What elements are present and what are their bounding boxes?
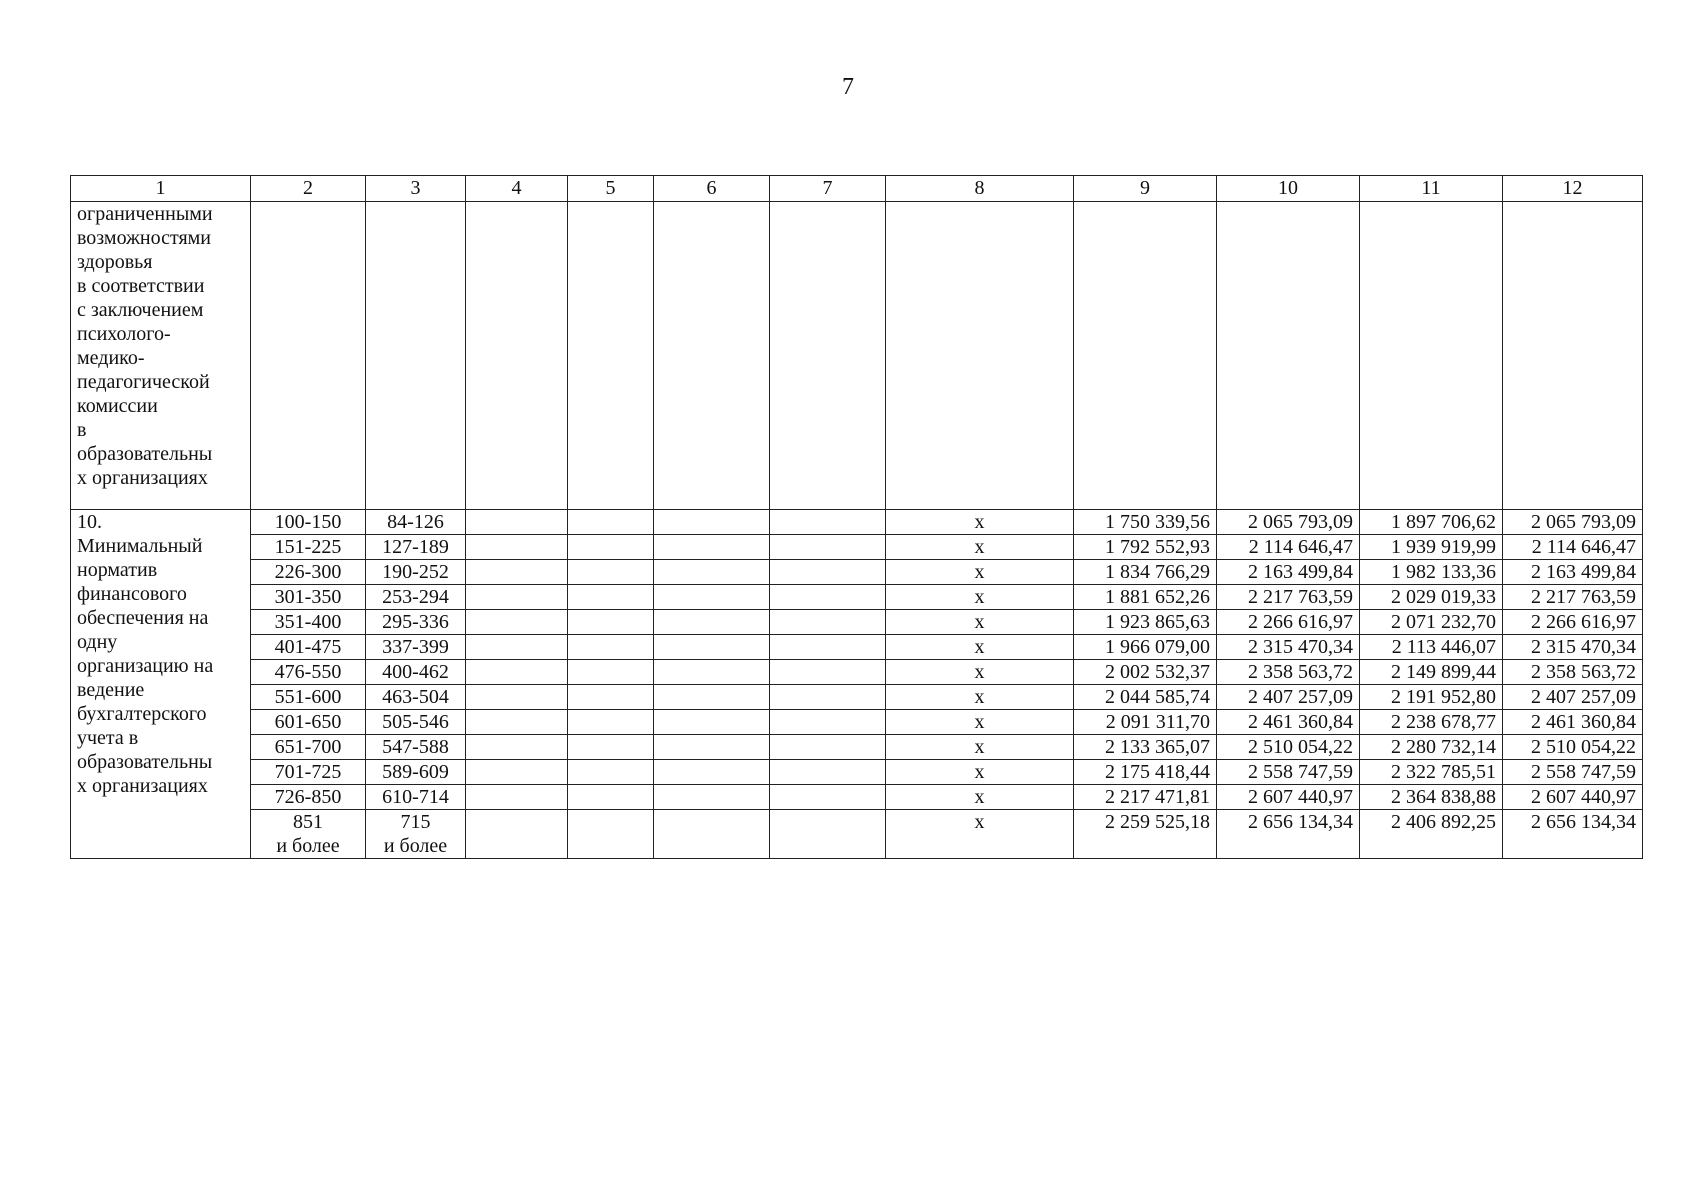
range-cell: 401-475 <box>251 635 366 660</box>
range-cell: 84-126 <box>366 510 466 535</box>
table-cell <box>1074 202 1217 510</box>
amount-cell: 2 149 899,44 <box>1360 660 1503 685</box>
amount-cell: 1 982 133,36 <box>1360 560 1503 585</box>
table-cell <box>886 202 1074 510</box>
column-header: 5 <box>568 176 654 202</box>
table-row <box>71 785 1643 810</box>
range-cell: 701-725 <box>251 760 366 785</box>
amount-cell: 2 358 563,72 <box>1217 660 1360 685</box>
marker-cell: х <box>886 710 1074 735</box>
empty-cell <box>654 685 770 710</box>
amount-cell: 2 191 952,80 <box>1360 685 1503 710</box>
table-cell <box>1503 202 1643 510</box>
amount-cell: 2 175 418,44 <box>1074 760 1217 785</box>
empty-cell <box>466 810 568 859</box>
marker-cell: х <box>886 760 1074 785</box>
amount-cell: 2 091 311,70 <box>1074 710 1217 735</box>
table-row <box>71 610 1643 635</box>
empty-cell <box>568 610 654 635</box>
table-cell <box>568 202 654 510</box>
empty-cell <box>770 560 886 585</box>
amount-cell: 2 280 732,14 <box>1360 735 1503 760</box>
table-row <box>71 510 1643 535</box>
amount-cell: 1 881 652,26 <box>1074 585 1217 610</box>
column-header: 10 <box>1217 176 1360 202</box>
empty-cell <box>654 760 770 785</box>
empty-cell <box>466 535 568 560</box>
amount-cell: 2 163 499,84 <box>1217 560 1360 585</box>
amount-cell: 1 923 865,63 <box>1074 610 1217 635</box>
empty-cell <box>466 660 568 685</box>
table-row <box>71 685 1643 710</box>
marker-cell: х <box>886 535 1074 560</box>
table-row <box>71 735 1643 760</box>
amount-cell: 2 259 525,18 <box>1074 810 1217 859</box>
range-cell: 351-400 <box>251 610 366 635</box>
amount-cell: 2 558 747,59 <box>1217 760 1360 785</box>
range-cell: 476-550 <box>251 660 366 685</box>
table-cell <box>366 202 466 510</box>
amount-cell: 2 114 646,47 <box>1217 535 1360 560</box>
range-cell: 551-600 <box>251 685 366 710</box>
column-header: 1 <box>71 176 251 202</box>
amount-cell: 2 029 019,33 <box>1360 585 1503 610</box>
empty-cell <box>568 635 654 660</box>
amount-cell: 2 656 134,34 <box>1503 810 1643 859</box>
normative-table <box>70 175 1643 859</box>
marker-cell: х <box>886 560 1074 585</box>
empty-cell <box>466 510 568 535</box>
amount-cell: 2 510 054,22 <box>1503 735 1643 760</box>
marker-cell: х <box>886 660 1074 685</box>
marker-cell: х <box>886 810 1074 859</box>
empty-cell <box>654 560 770 585</box>
amount-cell: 2 407 257,09 <box>1503 685 1643 710</box>
amount-cell: 2 656 134,34 <box>1217 810 1360 859</box>
table-row <box>71 560 1643 585</box>
table-row <box>71 660 1643 685</box>
empty-cell <box>466 785 568 810</box>
empty-cell <box>770 635 886 660</box>
range-cell: 547-588 <box>366 735 466 760</box>
empty-cell <box>770 760 886 785</box>
column-header: 6 <box>654 176 770 202</box>
range-cell: 100-150 <box>251 510 366 535</box>
amount-cell: 2 002 532,37 <box>1074 660 1217 685</box>
table-row <box>71 585 1643 610</box>
amount-cell: 2 217 471,81 <box>1074 785 1217 810</box>
empty-cell <box>568 585 654 610</box>
column-header: 4 <box>466 176 568 202</box>
empty-cell <box>466 760 568 785</box>
range-cell: 127-189 <box>366 535 466 560</box>
empty-cell <box>770 585 886 610</box>
empty-cell <box>654 810 770 859</box>
table-row <box>71 635 1643 660</box>
empty-cell <box>770 710 886 735</box>
column-header: 2 <box>251 176 366 202</box>
empty-cell <box>770 660 886 685</box>
amount-cell: 2 407 257,09 <box>1217 685 1360 710</box>
empty-cell <box>770 535 886 560</box>
range-cell: 400-462 <box>366 660 466 685</box>
empty-cell <box>654 710 770 735</box>
range-cell: 151-225 <box>251 535 366 560</box>
empty-cell <box>466 635 568 660</box>
amount-cell: 2 266 616,97 <box>1503 610 1643 635</box>
column-header: 8 <box>886 176 1074 202</box>
empty-cell <box>770 810 886 859</box>
empty-cell <box>568 685 654 710</box>
column-header: 9 <box>1074 176 1217 202</box>
empty-cell <box>568 810 654 859</box>
column-header: 7 <box>770 176 886 202</box>
empty-cell <box>654 585 770 610</box>
range-cell: 190-252 <box>366 560 466 585</box>
amount-cell: 1 792 552,93 <box>1074 535 1217 560</box>
table-row <box>71 535 1643 560</box>
empty-cell <box>568 510 654 535</box>
range-cell: 463-504 <box>366 685 466 710</box>
amount-cell: 1 939 919,99 <box>1360 535 1503 560</box>
range-cell: 505-546 <box>366 710 466 735</box>
table-row <box>71 760 1643 785</box>
table-cell <box>1360 202 1503 510</box>
range-cell: 226-300 <box>251 560 366 585</box>
marker-cell: х <box>886 610 1074 635</box>
range-cell: 726-850 <box>251 785 366 810</box>
table-cell <box>251 202 366 510</box>
amount-cell: 2 461 360,84 <box>1503 710 1643 735</box>
amount-cell: 2 133 365,07 <box>1074 735 1217 760</box>
table-cell <box>770 202 886 510</box>
marker-cell: х <box>886 685 1074 710</box>
range-cell: 589-609 <box>366 760 466 785</box>
range-cell: 301-350 <box>251 585 366 610</box>
empty-cell <box>770 685 886 710</box>
column-header: 12 <box>1503 176 1643 202</box>
amount-cell: 2 065 793,09 <box>1503 510 1643 535</box>
marker-cell: х <box>886 735 1074 760</box>
amount-cell: 2 510 054,22 <box>1217 735 1360 760</box>
marker-cell: х <box>886 585 1074 610</box>
range-cell: 601-650 <box>251 710 366 735</box>
amount-cell: 2 322 785,51 <box>1360 760 1503 785</box>
empty-cell <box>770 785 886 810</box>
amount-cell: 2 364 838,88 <box>1360 785 1503 810</box>
empty-cell <box>568 560 654 585</box>
amount-cell: 2 217 763,59 <box>1503 585 1643 610</box>
empty-cell <box>770 510 886 535</box>
range-cell: 610-714 <box>366 785 466 810</box>
empty-cell <box>568 785 654 810</box>
empty-cell <box>654 660 770 685</box>
amount-cell: 2 461 360,84 <box>1217 710 1360 735</box>
amount-cell: 1 750 339,56 <box>1074 510 1217 535</box>
empty-cell <box>466 710 568 735</box>
empty-cell <box>568 660 654 685</box>
column-header: 11 <box>1360 176 1503 202</box>
empty-cell <box>654 785 770 810</box>
empty-cell <box>770 735 886 760</box>
amount-cell: 2 113 446,07 <box>1360 635 1503 660</box>
empty-cell <box>466 685 568 710</box>
amount-cell: 2 315 470,34 <box>1217 635 1360 660</box>
empty-cell <box>466 560 568 585</box>
range-cell: 295-336 <box>366 610 466 635</box>
amount-cell: 2 163 499,84 <box>1503 560 1643 585</box>
marker-cell: х <box>886 785 1074 810</box>
empty-cell <box>568 735 654 760</box>
continued-row-label: ограниченными возможностями здоровья в соответствии с заключением психолого- медико- педагогической комиссии в образовательны х организациях <box>71 202 251 510</box>
range-cell: 337-399 <box>366 635 466 660</box>
column-header: 3 <box>366 176 466 202</box>
amount-cell: 2 071 232,70 <box>1360 610 1503 635</box>
empty-cell <box>568 710 654 735</box>
range-cell: 253-294 <box>366 585 466 610</box>
empty-cell <box>568 760 654 785</box>
empty-cell <box>770 610 886 635</box>
amount-cell: 2 065 793,09 <box>1217 510 1360 535</box>
table-cell <box>466 202 568 510</box>
amount-cell: 2 406 892,25 <box>1360 810 1503 859</box>
empty-cell <box>466 735 568 760</box>
empty-cell <box>654 510 770 535</box>
empty-cell <box>654 610 770 635</box>
empty-cell <box>654 635 770 660</box>
marker-cell: х <box>886 635 1074 660</box>
header-row <box>71 176 1643 202</box>
amount-cell: 1 897 706,62 <box>1360 510 1503 535</box>
empty-cell <box>568 535 654 560</box>
page-number: 7 <box>842 74 854 100</box>
amount-cell: 1 966 079,00 <box>1074 635 1217 660</box>
table-cell <box>654 202 770 510</box>
amount-cell: 2 558 747,59 <box>1503 760 1643 785</box>
amount-cell: 1 834 766,29 <box>1074 560 1217 585</box>
empty-cell <box>654 535 770 560</box>
amount-cell: 2 607 440,97 <box>1217 785 1360 810</box>
amount-cell: 2 114 646,47 <box>1503 535 1643 560</box>
empty-cell <box>654 735 770 760</box>
section-label: 10. Минимальный норматив финансового обеспечения на одну организацию на ведение бухгалтерского учета в образовательны х организациях <box>71 510 251 859</box>
table-row <box>71 710 1643 735</box>
table-cell <box>1217 202 1360 510</box>
range-cell: 715 и более <box>366 810 466 859</box>
table-row <box>71 810 1643 859</box>
amount-cell: 2 044 585,74 <box>1074 685 1217 710</box>
range-cell: 851 и более <box>251 810 366 859</box>
empty-cell <box>466 585 568 610</box>
range-cell: 651-700 <box>251 735 366 760</box>
amount-cell: 2 217 763,59 <box>1217 585 1360 610</box>
amount-cell: 2 266 616,97 <box>1217 610 1360 635</box>
continued-row <box>71 202 1643 510</box>
marker-cell: х <box>886 510 1074 535</box>
amount-cell: 2 607 440,97 <box>1503 785 1643 810</box>
empty-cell <box>466 610 568 635</box>
amount-cell: 2 238 678,77 <box>1360 710 1503 735</box>
amount-cell: 2 315 470,34 <box>1503 635 1643 660</box>
amount-cell: 2 358 563,72 <box>1503 660 1643 685</box>
